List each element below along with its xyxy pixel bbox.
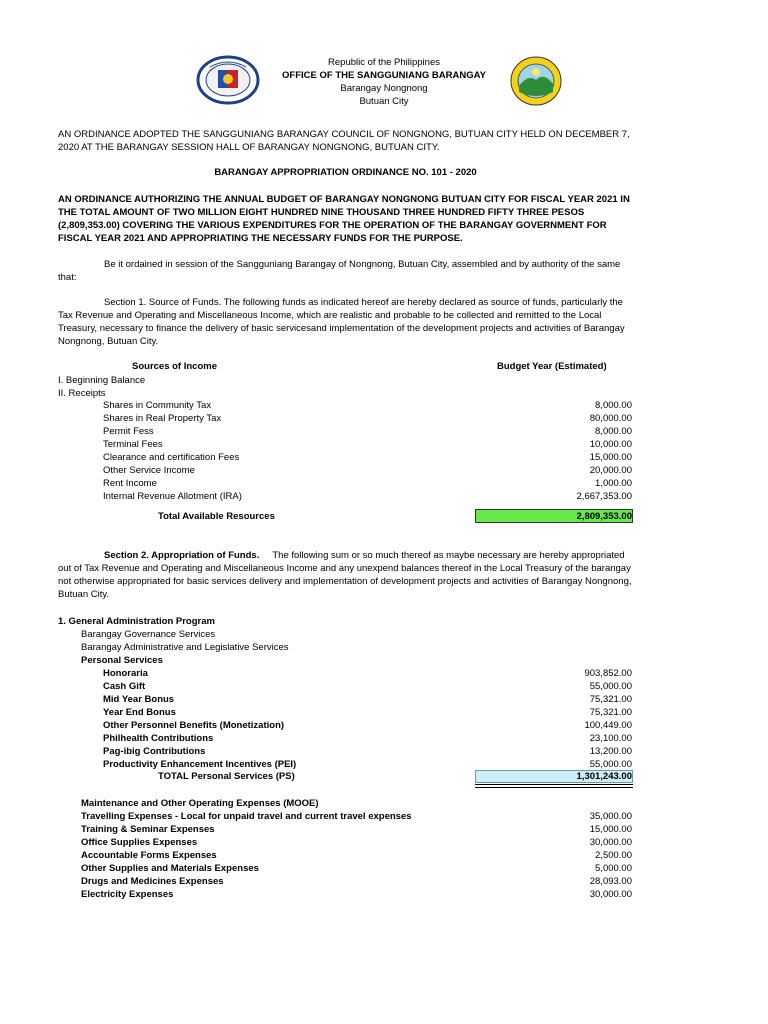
ordained-paragraph: Be it ordained in session of the Sangguniang Barangay of Nongnong, Butuan City, assembled and by authority of the same that: xyxy=(58,259,621,283)
table-row xyxy=(0,862,768,875)
program-sub-governance: Barangay Governance Services xyxy=(81,629,216,640)
row-label: Office Supplies Expenses xyxy=(81,837,198,848)
table-row xyxy=(0,732,768,745)
table-row xyxy=(0,425,768,438)
table-row xyxy=(0,464,768,477)
header-republic: Republic of the Philippines xyxy=(328,57,440,68)
table-row xyxy=(0,667,768,680)
row-value: 75,321.00 xyxy=(589,707,632,718)
table-row xyxy=(0,875,768,888)
personal-services-heading: Personal Services xyxy=(81,655,163,666)
header-city: Butuan City xyxy=(359,96,409,107)
row-label: Travelling Expenses - Local for unpaid travel and current travel expenses xyxy=(81,811,412,822)
table-row xyxy=(0,810,768,823)
row-value: 10,000.00 xyxy=(589,439,632,450)
row-label: Other Personnel Benefits (Monetization) xyxy=(103,720,285,731)
income-col-budget: Budget Year (Estimated) xyxy=(497,361,607,372)
row-label: Pag-ibig Contributions xyxy=(103,746,206,757)
row-value: 35,000.00 xyxy=(589,811,632,822)
row-label: Year End Bonus xyxy=(103,707,176,718)
ps-total-value: 1,301,243.00 xyxy=(576,771,632,782)
receipts-heading: II. Receipts xyxy=(58,388,106,399)
mooe-heading: Maintenance and Other Operating Expenses (MOOE) xyxy=(81,798,319,809)
row-label: Terminal Fees xyxy=(103,439,163,450)
row-value: 23,100.00 xyxy=(589,733,632,744)
row-value: 28,093.00 xyxy=(589,876,632,887)
table-row xyxy=(0,745,768,758)
row-value: 20,000.00 xyxy=(589,465,632,476)
table-row xyxy=(0,451,768,464)
table-row xyxy=(0,823,768,836)
row-label: Honoraria xyxy=(103,668,148,679)
ps-total-double-underline xyxy=(475,784,633,788)
table-row xyxy=(0,412,768,425)
row-value: 30,000.00 xyxy=(589,837,632,848)
row-value: 15,000.00 xyxy=(589,452,632,463)
row-label: Other Service Income xyxy=(103,465,195,476)
header-barangay: Barangay Nongnong xyxy=(340,83,428,94)
table-row xyxy=(0,888,768,901)
row-value: 903,852.00 xyxy=(584,668,632,679)
row-label: Productivity Enhancement Incentives (PEI) xyxy=(103,759,297,770)
row-value: 30,000.00 xyxy=(589,889,632,900)
table-row xyxy=(0,438,768,451)
document-header xyxy=(234,56,534,108)
table-row xyxy=(0,849,768,862)
program-sub-admin: Barangay Administrative and Legislative Services xyxy=(81,642,289,653)
row-value: 2,667,353.00 xyxy=(576,491,632,502)
row-value: 100,449.00 xyxy=(584,720,632,731)
row-value: 15,000.00 xyxy=(589,824,632,835)
row-label: Rent Income xyxy=(103,478,157,489)
section2-heading: Section 2. Appropriation of Funds. xyxy=(104,550,260,561)
ordinance-title: BARANGAY APPROPRIATION ORDINANCE NO. 101 - 2020 xyxy=(214,167,477,178)
table-row xyxy=(0,680,768,693)
row-label: Other Supplies and Materials Expenses xyxy=(81,863,259,874)
beginning-balance: I. Beginning Balance xyxy=(58,375,146,386)
header-office: OFFICE OF THE SANGGUNIANG BARANGAY xyxy=(282,70,486,81)
program-title: 1. General Administration Program xyxy=(58,616,215,627)
row-label: Drugs and Medicines Expenses xyxy=(81,876,224,887)
row-label: Clearance and certification Fees xyxy=(103,452,240,463)
row-label: Cash Gift xyxy=(103,681,146,692)
table-row xyxy=(0,477,768,490)
intro-paragraph: AN ORDINANCE ADOPTED THE SANGGUNIANG BARANGAY COUNCIL OF NONGNONG, BUTUAN CITY HELD ON DECEMBER 7, 2020 AT THE BARANGAY SESSION HALL OF BARANGAY NONGNONG, BUTUAN CITY. xyxy=(58,129,630,153)
table-row xyxy=(0,693,768,706)
section1-paragraph: Section 1. Source of Funds. The following funds as indicated hereof are hereby declared as source of funds, particularly the Tax Revenue and Operating and Miscellaneous Income, which are realistic and probable to be collected and remitted to the Local Treasury, necessary to finance the delivery of basic servicesand implementation of the development projects and activities of Barangay Nongnong, Butuan City. xyxy=(58,297,625,347)
section2-paragraph xyxy=(58,549,633,601)
row-label: Internal Revenue Allotment (IRA) xyxy=(103,491,242,502)
row-value: 8,000.00 xyxy=(595,400,632,411)
row-value: 5,000.00 xyxy=(595,863,632,874)
row-value: 55,000.00 xyxy=(589,681,632,692)
table-row xyxy=(0,836,768,849)
row-value: 55,000.00 xyxy=(589,759,632,770)
row-label: Permit Fess xyxy=(103,426,154,437)
authorizing-paragraph: AN ORDINANCE AUTHORIZING THE ANNUAL BUDGET OF BARANGAY NONGNONG BUTUAN CITY FOR FISCAL YEAR 2021 IN THE TOTAL AMOUNT OF TWO MILLION EIGHT HUNDRED NINE THOUSAND THREE HUNDRED FIFTY THREE PESOS (2,809,353.00) COVERING THE VARIOUS EXPENDITURES FOR THE OPERATION OF THE BARANGAY GOVERNMENT FOR FISCAL YEAR 2021 AND APPROPRIATING THE NECESSARY FUNDS FOR THE PURPOSE. xyxy=(58,194,630,244)
row-label: Mid Year Bonus xyxy=(103,694,175,705)
row-label: Philhealth Contributions xyxy=(103,733,214,744)
row-value: 1,000.00 xyxy=(595,478,632,489)
row-value: 80,000.00 xyxy=(589,413,632,424)
table-row xyxy=(0,490,768,503)
table-row xyxy=(0,706,768,719)
row-value: 13,200.00 xyxy=(589,746,632,757)
row-value: 8,000.00 xyxy=(595,426,632,437)
total-resources-value: 2,809,353.00 xyxy=(576,511,632,522)
row-label: Shares in Real Property Tax xyxy=(103,413,222,424)
row-label: Shares in Community Tax xyxy=(103,400,212,411)
total-resources-label: Total Available Resources xyxy=(158,511,275,522)
table-row xyxy=(0,399,768,412)
row-label: Training & Seminar Expenses xyxy=(81,824,215,835)
ps-total-label: TOTAL Personal Services (PS) xyxy=(158,771,295,782)
row-value: 2,500.00 xyxy=(595,850,632,861)
table-row xyxy=(0,719,768,732)
section2-text: The following sum or so much thereof as maybe necessary are hereby appropriated out of Tax Revenue and Operating and Miscellaneous Income and any unexpend balances thereof in the Local Treasury of the barangay not otherwise appropriated for basic services delivery and implementation of development projects and activities of Barangay Nongnong, Butuan City. xyxy=(58,550,632,600)
row-value: 75,321.00 xyxy=(589,694,632,705)
row-label: Electricity Expenses xyxy=(81,889,174,900)
row-label: Accountable Forms Expenses xyxy=(81,850,217,861)
income-col-source: Sources of Income xyxy=(132,361,217,372)
